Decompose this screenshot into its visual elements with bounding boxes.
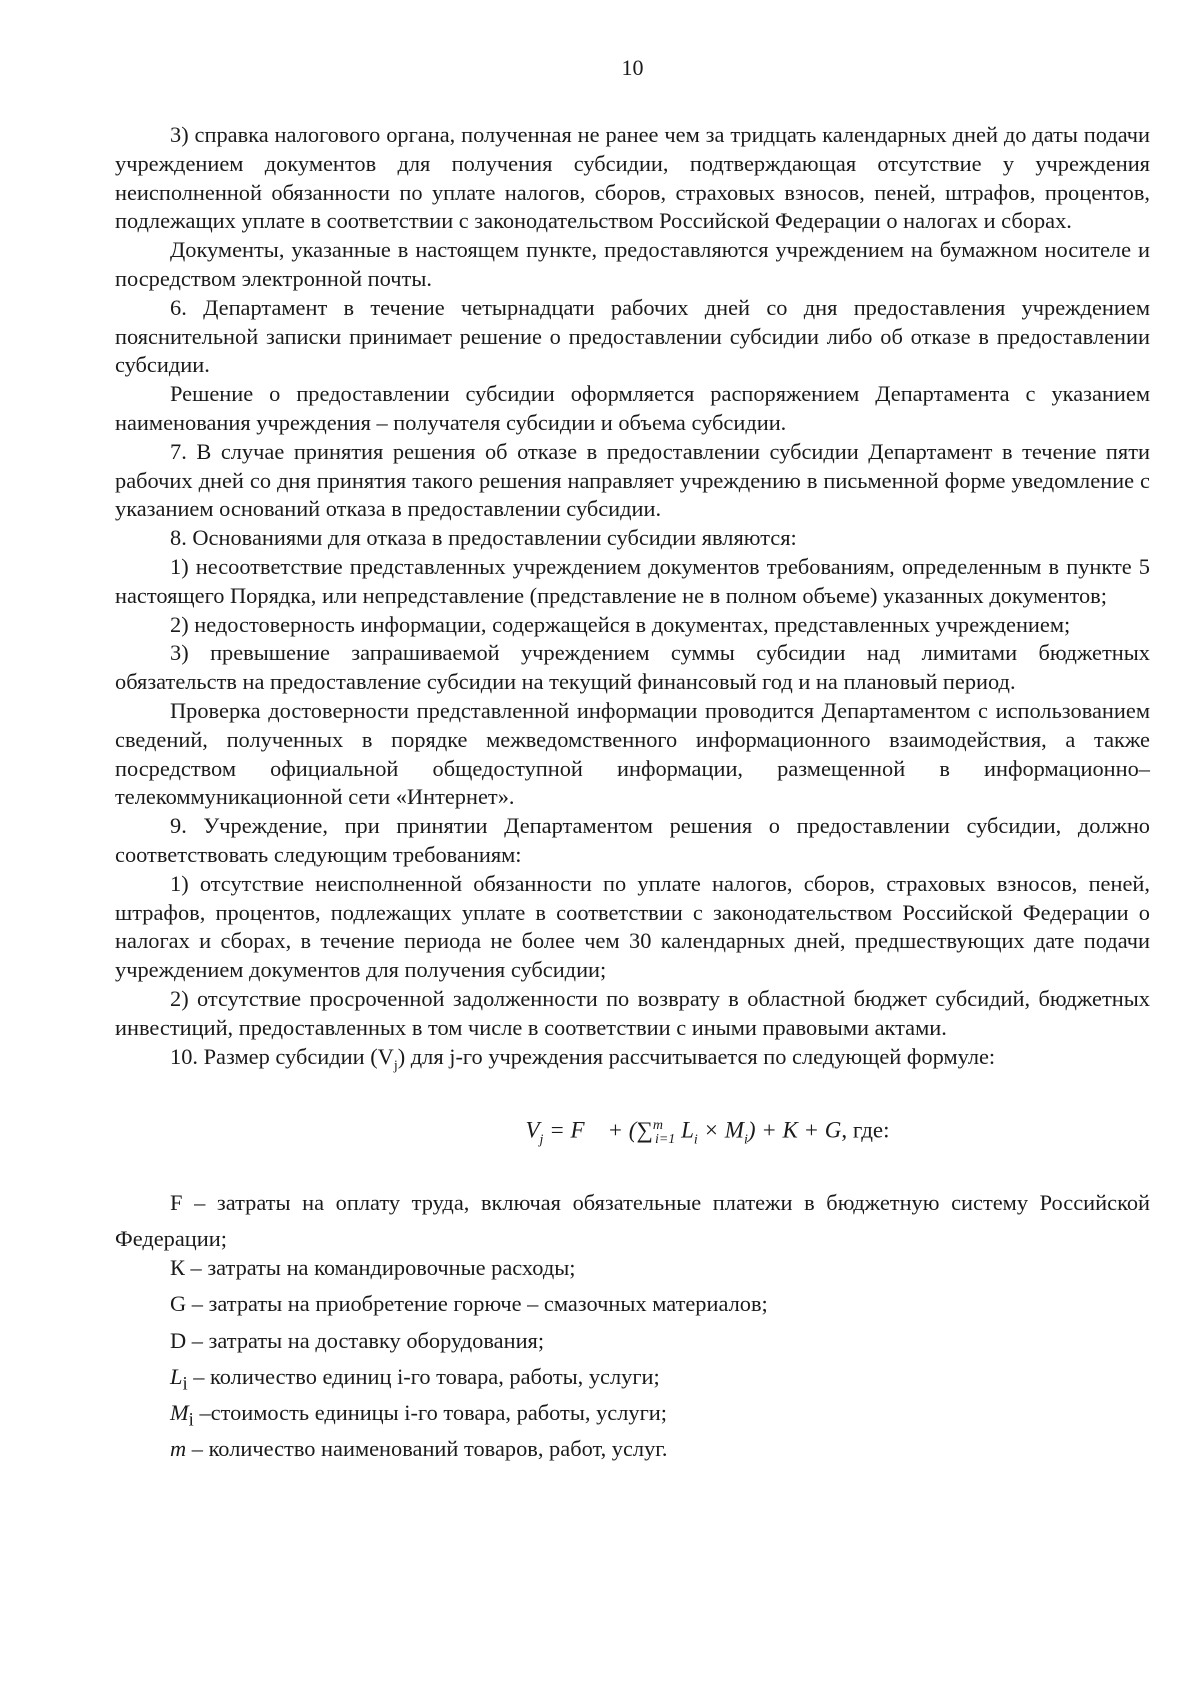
definition-item (115, 1189, 1150, 1254)
definition-text: – количество единиц i-го товара, работы, услуги; (187, 1363, 660, 1389)
formula-sum-sup: m (652, 1117, 663, 1133)
paragraph: 2) отсутствие просроченной задолженности по возврату в областной бюджет субсидий, бюджетных инвестиций, предоставленных в том числе в соответствии с иными правовыми актами. (115, 985, 1150, 1040)
formula-eq: = F + ( (543, 1117, 637, 1143)
body-text (115, 121, 1150, 1081)
paragraph: 7. В случае принятия решения об отказе в предоставлении субсидии Департамент в течение пяти рабочих дней со дня принятия такого решения направляет учреждению в письменной форме уведомление с указанием оснований отказа в предоставлении субсидии. (115, 438, 1150, 522)
definition-text: К – затраты на командировочные расходы; (170, 1255, 576, 1281)
definition-text: D – затраты на доставку оборудования; (170, 1327, 545, 1353)
formula-term1: L (675, 1117, 694, 1143)
definition-text: –стоимость единицы i-го товара, работы, услуги; (193, 1400, 667, 1426)
paragraph: 3) превышение запрашиваемой учреждением суммы субсидии над лимитами бюджетных обязательств на предоставление субсидии на текущий финансовый год и на плановый период. (115, 640, 1150, 695)
formula-term1-sub: i (693, 1132, 698, 1148)
formula-suffix: , где: (841, 1117, 890, 1143)
definition-item (115, 1327, 1150, 1363)
formula-sum-sub: i=1 (654, 1132, 676, 1148)
paragraph: 8. Основаниями для отказа в предоставлении субсидии являются: (170, 525, 797, 551)
formula-intro-before: 10. Размер субсидии (V (170, 1043, 394, 1069)
paragraph: 6. Департамент в течение четырнадцати рабочих дней со дня предоставления учреждением пояснительной записки принимает решение о предоставлении субсидии либо об отказе в предоставлении субсидии. (115, 294, 1150, 378)
definition-text: – количество наименований товаров, работ, услуг. (186, 1436, 668, 1462)
definition-symbol: L (170, 1363, 183, 1389)
definition-text: G – затраты на приобретение горюче – смазочных материалов; (170, 1291, 768, 1317)
paragraph: Проверка достоверности представленной информации проводится Департаментом с использованием сведений, полученных в порядке межведомственного информационного взаимодействия, а также посредством официальной общедоступной информации, размещенной в информационно–телекоммуникационной сети «Интернет». (115, 697, 1150, 810)
definition-symbol-sub: i (182, 1373, 188, 1395)
definition-item (115, 1435, 1150, 1471)
paragraph: 3) справка налогового органа, полученная не ранее чем за тридцать календарных дней до даты подачи учреждением документов для получения субсидии, подтверждающая отсутствие у учреждения неисполненной обязанности по уплате налогов, сборов, страховых взносов, пеней, штрафов, процентов, подлежащих уплате в соответствии с законодательством Российской Федерации о налогах и сборах. (115, 122, 1150, 234)
formula-intro-after: ) для j-го учреждения рассчитывается по следующей формуле: (397, 1043, 996, 1069)
formula-intro (115, 1043, 1150, 1081)
definition-text: F – затраты на оплату труда, включая обязательные платежи в бюджетную систему Российской Федерации; (115, 1190, 1150, 1252)
definition-item (115, 1399, 1150, 1435)
formula-times: × M (697, 1117, 744, 1143)
formula-lhs-sub: j (539, 1132, 544, 1148)
definition-symbol: M (170, 1400, 189, 1426)
formula-term2-sub: i (743, 1132, 748, 1148)
definition-symbol: m (170, 1436, 187, 1462)
page-number: 10 (621, 55, 644, 80)
paragraph: 9. Учреждение, при принятии Департаментом решения о предоставлении субсидии, должно соответствовать следующим требованиям: (115, 813, 1150, 867)
formula-intro-sub: j (393, 1057, 398, 1073)
formula-sum: ∑ (636, 1117, 653, 1143)
paragraph: 1) несоответствие представленных учреждением документов требованиям, определенным в пункте 5 настоящего Порядка, или непредставление (представление не в полном объеме) указанных документов; (115, 553, 1150, 608)
paragraph: Решение о предоставлении субсидии оформляется распоряжением Департамента с указанием наименования учреждения – получателя субсидии и объема субсидии. (115, 381, 1150, 435)
formula-lhs: V (525, 1117, 540, 1143)
definition-item (115, 1290, 1150, 1326)
definition-item (115, 1363, 1150, 1399)
formula-rest: ) + К + G (747, 1117, 842, 1143)
definition-item (115, 1254, 1150, 1290)
paragraph: 1) отсутствие неисполненной обязанности по уплате налогов, сборов, страховых взносов, пеней, штрафов, процентов, подлежащих уплате в соответствии с законодательством Российской Федерации о налогах и сборах, в течение периода не более чем 30 календарных дней, предшествующих дате подачи учреждением документов для получения субсидии; (115, 870, 1150, 983)
definition-symbol-sub: i (188, 1409, 194, 1431)
paragraph: 2) недостоверность информации, содержащейся в документах, представленных учреждением; (170, 611, 1071, 637)
paragraph: Документы, указанные в настоящем пункте, предоставляются учреждением на бумажном носителе и посредством электронной почты. (115, 237, 1150, 291)
subsidy-formula (265, 1111, 1150, 1155)
definitions-list (115, 1189, 1150, 1472)
